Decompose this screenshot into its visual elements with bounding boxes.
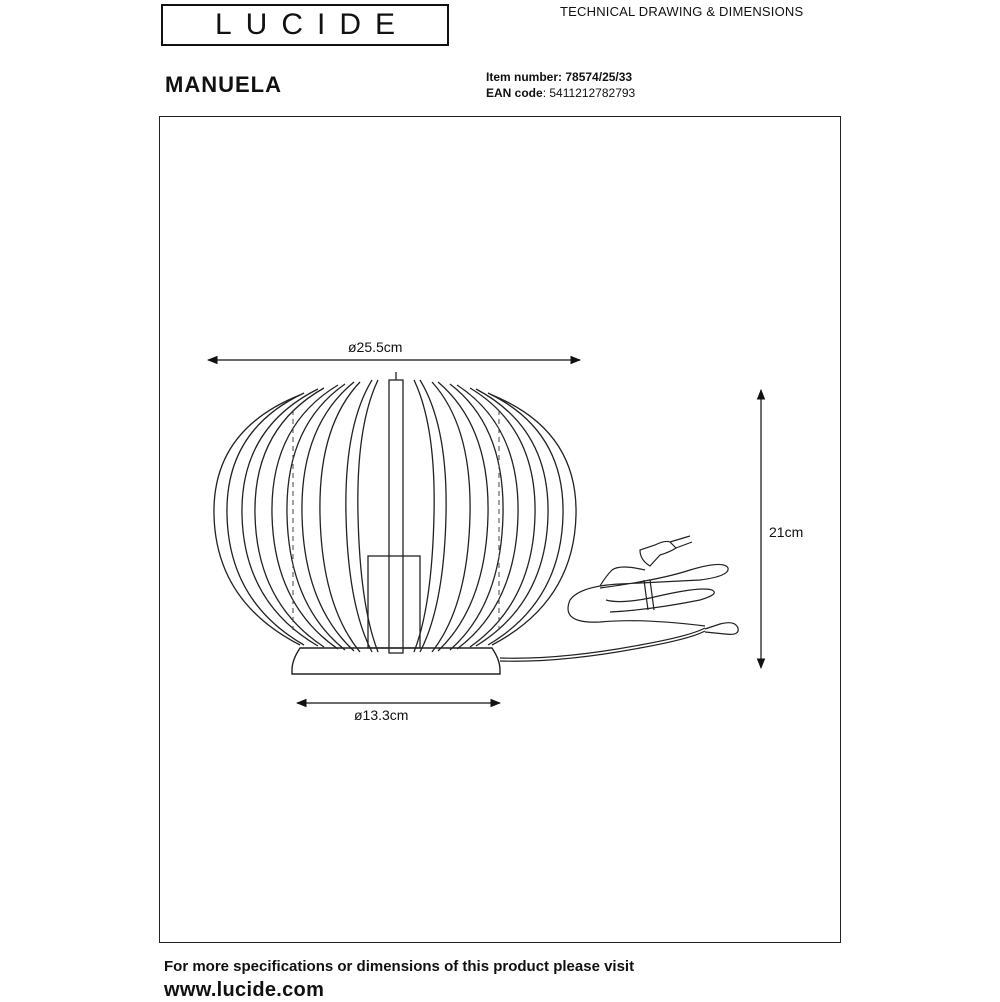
footer-note: For more specifications or dimensions of this product please visit <box>164 958 635 975</box>
item-number-row: Item number: 78574/25/33 <box>486 70 633 84</box>
ean-value: 5411212782793 <box>549 86 636 100</box>
document-title: TECHNICAL DRAWING & DIMENSIONS <box>560 4 804 19</box>
brand-logo: LUCIDE <box>214 8 410 41</box>
website-link[interactable]: www.lucide.com <box>164 979 325 1001</box>
shade-diameter-label: ø25.5cm <box>348 339 403 355</box>
item-number-value: 78574/25/33 <box>565 70 633 84</box>
base-diameter-label: ø13.3cm <box>354 707 409 723</box>
lamp-shade <box>214 372 576 653</box>
product-name: MANUELA <box>165 72 282 97</box>
height-label: 21cm <box>769 524 804 540</box>
ean-label: EAN code <box>486 86 543 100</box>
item-number-label: Item number <box>486 70 559 84</box>
hidden-lines <box>293 410 499 630</box>
lamp-base <box>292 648 500 674</box>
bulb-holder <box>368 556 420 648</box>
ean-row: EAN code: 5411212782793 <box>486 86 636 100</box>
power-cord <box>500 536 738 661</box>
